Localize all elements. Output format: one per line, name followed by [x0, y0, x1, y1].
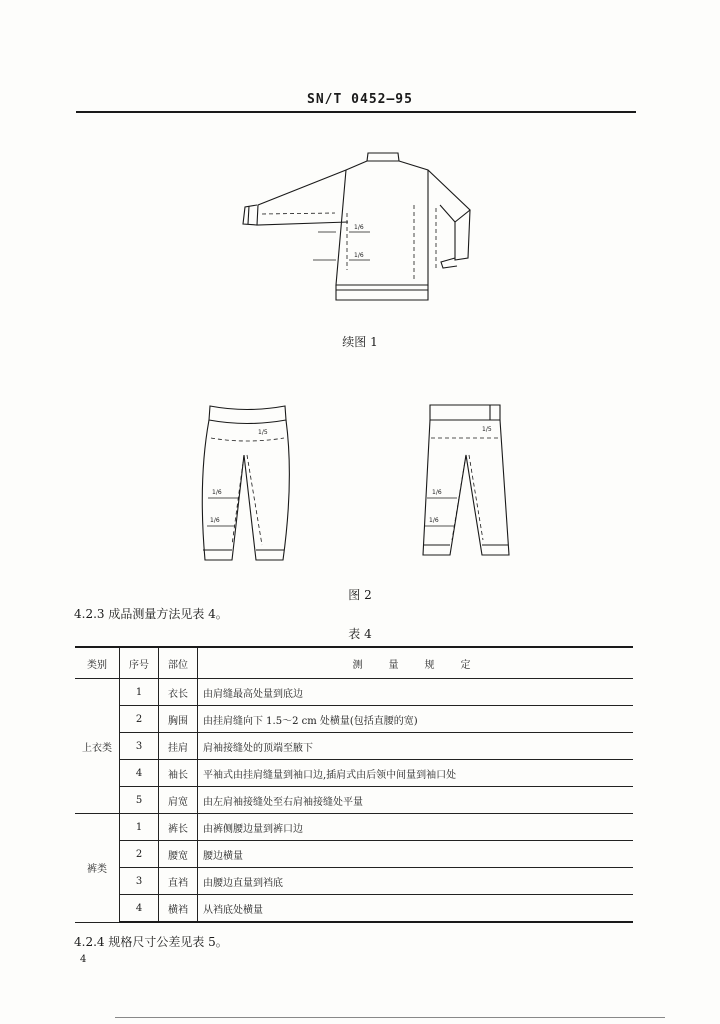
- figure1-caption: 续图 1: [342, 335, 378, 349]
- number-cell: 2: [120, 706, 159, 733]
- section-4-2-4-text: 4.2.4 规格尺寸公差见表 5。: [74, 935, 228, 949]
- left-trousers-label-2: 1/6: [210, 517, 220, 524]
- header-rule: [76, 111, 636, 113]
- part-cell: 直裆: [159, 868, 198, 895]
- number-cell: 2: [120, 841, 159, 868]
- measurement-table: [75, 646, 633, 923]
- page-number: 4: [80, 954, 87, 965]
- right-trousers-body: [423, 420, 509, 555]
- jacket-right-sleeve-lower: [455, 210, 470, 260]
- rule-cell: 腰边横量: [198, 841, 634, 868]
- trousers-diagram: [195, 395, 535, 565]
- jacket-label-1: 1/6: [354, 224, 364, 231]
- rule-cell: 平袖式由挂肩缝量到袖口边,插肩式由后领中间量到袖口处: [198, 760, 634, 787]
- right-trousers-label-waist: 1/5: [482, 426, 492, 433]
- rule-cell: 由腰边直量到裆底: [198, 868, 634, 895]
- table-row: [75, 841, 633, 868]
- rule-cell: 由裤侧腰边量到裤口边: [198, 814, 634, 841]
- bottom-rule: [115, 1017, 665, 1018]
- part-cell: 肩宽: [159, 787, 198, 814]
- jacket-right-sleeve-top: [399, 161, 470, 222]
- header-part: 部位: [159, 647, 198, 679]
- right-trousers-label-2: 1/6: [429, 517, 439, 524]
- table-row: [75, 814, 633, 841]
- category-cell: 上衣类: [75, 679, 120, 814]
- rule-cell: 从裆底处横量: [198, 895, 634, 923]
- jacket-hem: [336, 285, 428, 300]
- standard-number-header: SN/T 0452—95: [307, 92, 413, 107]
- part-cell: 衣长: [159, 679, 198, 706]
- number-cell: 4: [120, 895, 159, 923]
- jacket-label-2: 1/6: [354, 252, 364, 259]
- part-cell: 袖长: [159, 760, 198, 787]
- number-cell: 3: [120, 868, 159, 895]
- table-row: [75, 760, 633, 787]
- table-row: [75, 787, 633, 814]
- part-cell: 胸围: [159, 706, 198, 733]
- table-row: [75, 895, 633, 923]
- right-trousers-label-1: 1/6: [432, 489, 442, 496]
- rule-cell: 由肩缝最高处量到底边: [198, 679, 634, 706]
- rule-cell: 由左肩袖接缝处至右肩袖接缝处平量: [198, 787, 634, 814]
- table-row: [75, 868, 633, 895]
- header-rule-text: 测 量 规 定: [198, 647, 634, 679]
- jacket-left-cuff: [243, 205, 257, 225]
- header-number: 序号: [120, 647, 159, 679]
- header-category: 类别: [75, 647, 120, 679]
- part-cell: 裤长: [159, 814, 198, 841]
- figure2-caption: 图 2: [348, 588, 372, 602]
- jacket-diagram: [230, 145, 480, 315]
- number-cell: 1: [120, 814, 159, 841]
- section-4-2-3-text: 4.2.3 成品测量方法见表 4。: [74, 607, 228, 621]
- part-cell: 腰宽: [159, 841, 198, 868]
- rule-cell: 由挂肩缝向下 1.5～2 cm 处横量(包括直腰的宽): [198, 706, 634, 733]
- left-trousers-label-waist: 1/5: [258, 429, 268, 436]
- table-header-row: [75, 647, 633, 679]
- table-row: [75, 706, 633, 733]
- part-cell: 挂肩: [159, 733, 198, 760]
- number-cell: 1: [120, 679, 159, 706]
- number-cell: 3: [120, 733, 159, 760]
- left-trousers-waistband: [209, 406, 286, 424]
- number-cell: 4: [120, 760, 159, 787]
- part-cell: 横裆: [159, 895, 198, 923]
- left-trousers-label-1: 1/6: [212, 489, 222, 496]
- table-row: [75, 679, 633, 706]
- rule-cell: 肩袖接缝处的顶端至腋下: [198, 733, 634, 760]
- number-cell: 5: [120, 787, 159, 814]
- table-row: [75, 733, 633, 760]
- jacket-left-sleeve: [257, 161, 367, 225]
- table4-title: 表 4: [348, 627, 372, 641]
- category-cell: 裤类: [75, 814, 120, 923]
- jacket-collar: [367, 153, 399, 161]
